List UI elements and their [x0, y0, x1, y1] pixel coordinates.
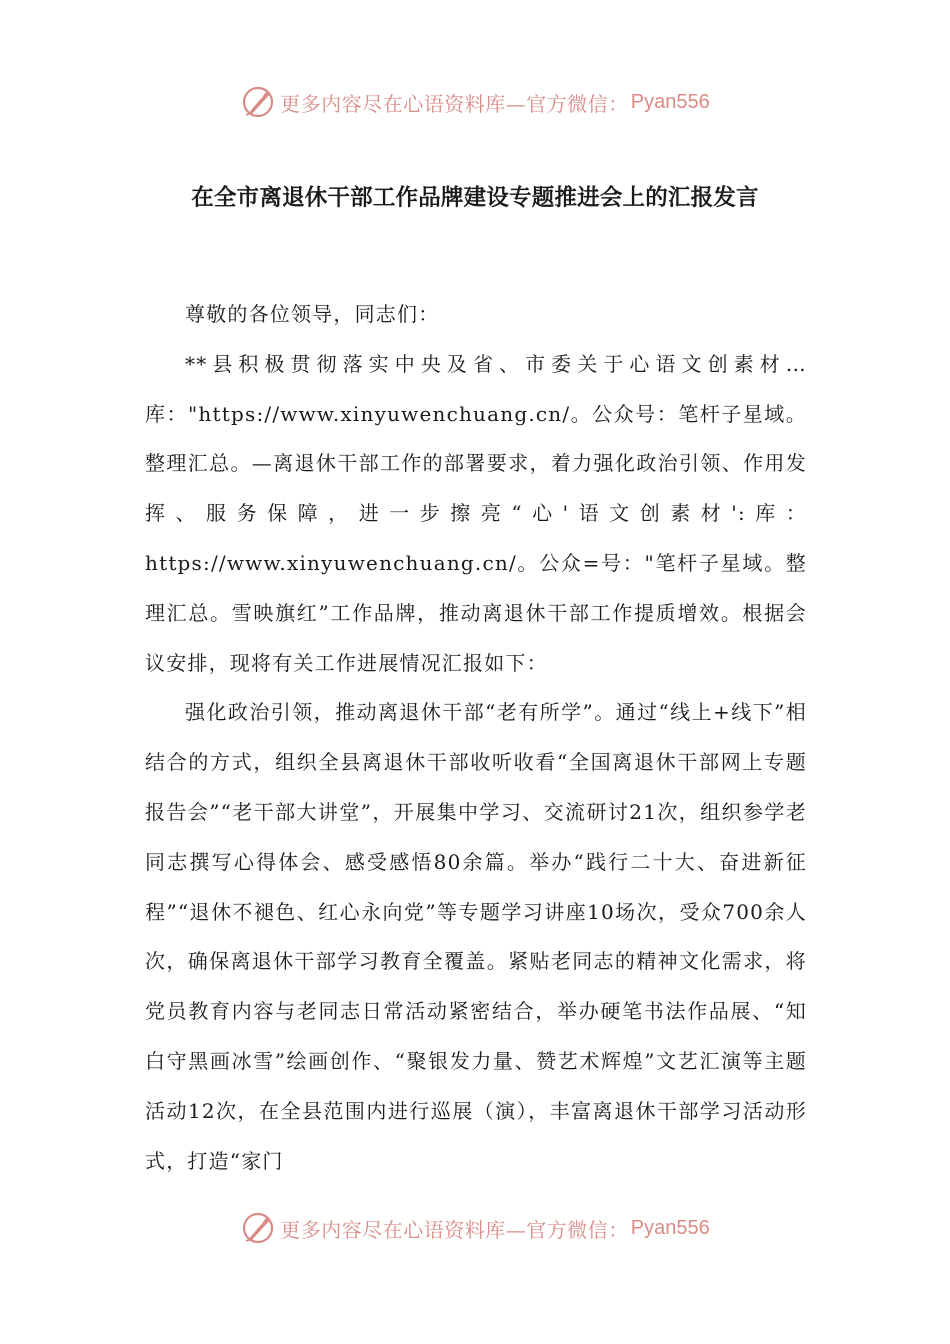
watermark-text: 更多内容尽在心语资料库—官方微信： — [280, 1217, 629, 1242]
paragraph-political-guidance: 强化政治引领，推动离退休干部“老有所学”。通过“线上+线下”相结合的方式，组织全县离退休干部收听收看“全国离退休干部网上专题报告会”“老干部大讲堂”，开展集中学习、交流研讨21次，组织参学老同志撰写心得体会、感受感悟80余篇。举办“践行二十大、奋进新征程”“退休不褪色、红心永向党”等专题学习讲座10场次，受众700余人次，确保离退休干部学习教育全覆盖。紧贴老同志的精神文化需求，将党员教育内容与老同志日常活动紧密结合，举办硬笔书法作品展、“知白守黑画冰雪”绘画创作、“聚银发力量、赞艺术辉煌”文艺汇演等主题活动12次，在全县范围内进行巡展（演），丰富离退休干部学习活动形式，打造“家门 — [145, 700, 807, 1173]
quill-logo-icon — [240, 1210, 276, 1246]
header-watermark-banner — [0, 82, 950, 122]
salutation: 尊敬的各位领导，同志们： — [185, 302, 440, 326]
quill-logo-icon — [240, 84, 276, 120]
footer-watermark-banner — [0, 1208, 950, 1248]
watermark-wechat-id: Pyan556 — [630, 90, 710, 113]
paragraph-intro: **县积极贯彻落实中央及省、市委关于心语文创素材…库："https://www.xinyuwenchuang.cn/。公众号：笔杆子星域。整理汇总。—离退休干部工作的部署要求，着力强化政治引领、作用发挥、服务保障，进一步擦亮“心'语文创素材':库：https://www.xinyuwenchuang.cn/。公众=号："笔杆子星域。整理汇总。雪映旗红”工作品牌，推动离退休干部工作提质增效。根据会议安排，现将有关工作进展情况汇报如下： — [145, 351, 807, 675]
watermark-text: 更多内容尽在心语资料库—官方微信： — [280, 91, 629, 116]
document-body — [145, 290, 807, 1186]
document-title: 在全市离退休干部工作品牌建设专题推进会上的汇报发言 — [191, 185, 759, 211]
watermark-wechat-id: Pyan556 — [630, 1216, 710, 1239]
